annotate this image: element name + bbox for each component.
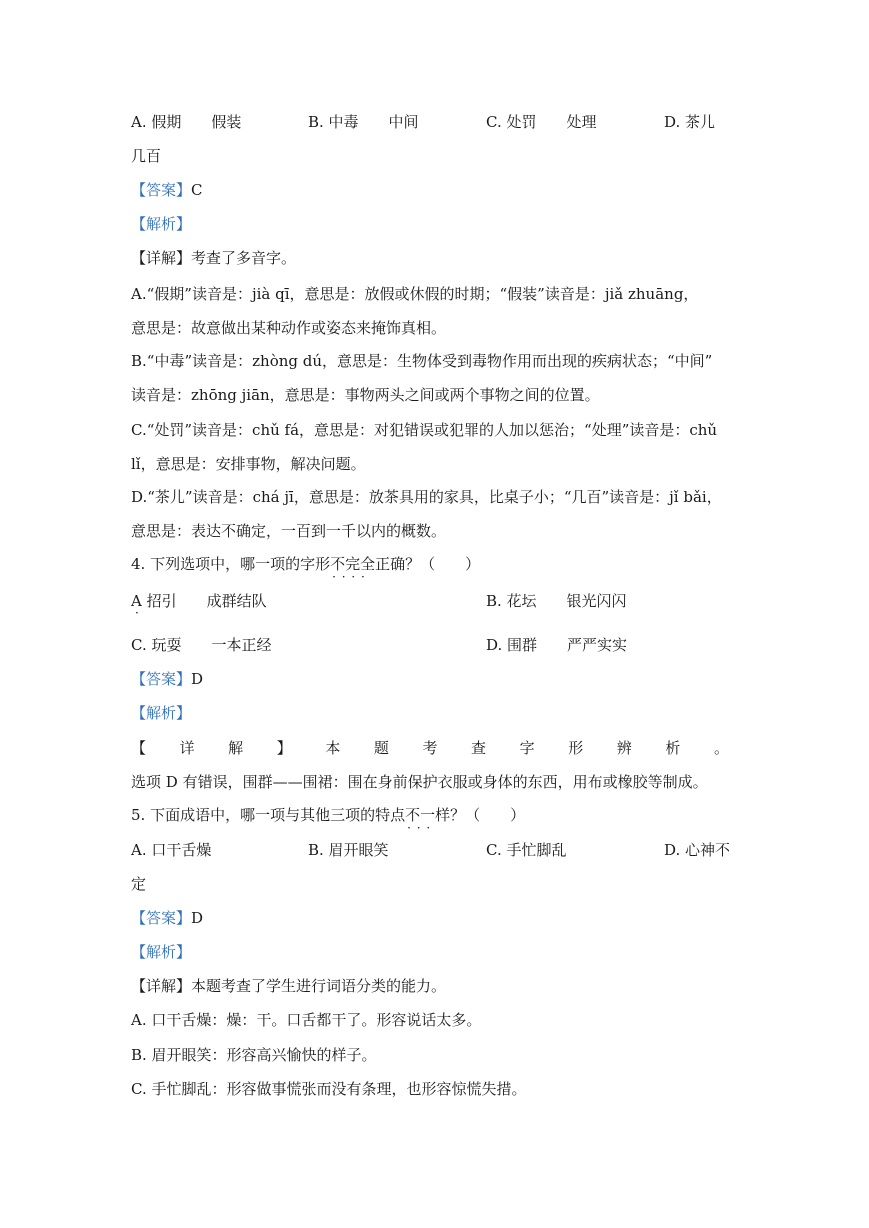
q3-answer [131,180,203,200]
q3-option-d: D. 茶儿 [664,113,716,131]
q3-detail-b2: 读音是：zhōng jiān，意思是：事物两头之间或两个事物之间的位置。 [131,386,600,404]
q4-option-a-text: 招引 成群结队 [141,592,267,610]
q3-detail-d2: 意思是：表达不确定，一百到一千以内的概数。 [131,522,447,540]
spread-char: 考 [422,739,438,757]
answer-tag: 【答案】 [131,181,192,199]
q5-detail-intro: 【详解】本题考查了学生进行词语分类的能力。 [131,977,447,995]
spread-char: 辨 [616,739,632,757]
q5-stem-pre: 5. 下面成语中，哪一项与其他三项的特点 [131,806,406,824]
spread-char: 。 [713,739,729,757]
q5-option-d: D. 心神不 [664,841,731,859]
q4-stem-post: ？（ ） [405,555,481,573]
q5-option-c: C. 手忙脚乱 [486,841,567,859]
q3-option-d-wrap: 几百 [131,147,162,165]
q4-stem-emphasis: 不完全正确 · · · · [330,554,405,574]
q3-detail-d1: D.“茶儿”读音是：chá jī，意思是：放茶具用的家具，比桌子小；“几百”读音是：jǐ bǎi， [131,488,722,506]
q4-stem [131,554,480,574]
q5-stem-emphasis: 不一样 · · · [405,805,450,825]
answer-value: D [191,909,204,927]
q3-option-c: C. 处罚 处理 [486,113,597,131]
spread-char: 字 [519,739,535,757]
q5-detail-a: A. 口干舌燥：燥：干。口舌都干了。形容说话太多。 [131,1011,482,1029]
q3-detail-a1: A.“假期”读音是：jià qī，意思是：放假或休假的时期；“假装”读音是：jiǎ zhuāng， [131,285,699,303]
q3-detail-b1: B.“中毒”读音是：zhòng dú，意思是：生物体受到毒物作用而出现的疾病状态；“中间” [131,352,713,370]
q3-option-b: B. 中毒 中间 [308,113,419,131]
q3-detail-a2: 意思是：故意做出某种动作或姿态来掩饰真相。 [131,319,447,337]
q3-detail-intro: 【详解】考查了多音字。 [131,249,297,267]
spread-char: 本 [325,739,341,757]
answer-tag: 【答案】 [131,670,192,688]
q4-analysis-tag: 【解析】 [131,704,192,722]
q4-option-c: C. 玩耍 一本正经 [131,636,272,654]
q4-detail-line2: 选项 D 有错误，围群——围裙：围在身前保护衣服或身体的东西，用布或橡胶等制成。 [131,773,708,791]
q5-option-a: A. 口干舌燥 [131,841,212,859]
answer-value: C [191,181,203,199]
q3-analysis-tag: 【解析】 [131,215,192,233]
q5-answer [131,908,203,928]
answer-value: D [191,670,204,688]
q5-analysis-tag: 【解析】 [131,943,192,961]
spread-char: 【 [131,739,147,757]
q4-option-a [131,591,267,611]
q5-option-b: B. 眉开眼笑 [308,841,389,859]
q3-option-a: A. 假期 假装 [131,113,242,131]
answer-tag: 【答案】 [131,909,192,927]
q5-detail-b: B. 眉开眼笑：形容高兴愉快的样子。 [131,1046,377,1064]
spread-char: 查 [471,739,487,757]
q3-detail-c1: C.“处罚”读音是：chǔ fá，意思是：对犯错误或犯罪的人加以惩治；“处理”读音是：chǔ [131,421,718,439]
q4-detail-spread [131,738,729,758]
q5-stem [131,805,525,825]
spread-char: 解 [228,739,244,757]
q4-option-d: D. 围群 严严实实 [486,636,628,654]
q5-option-d-wrap: 定 [131,875,147,893]
q5-detail-c: C. 手忙脚乱：形容做事慌张而没有条理，也形容惊慌失措。 [131,1080,527,1098]
spread-char: 题 [373,739,389,757]
q4-option-a-letter: A · [131,591,142,611]
spread-char: 】 [276,739,292,757]
q4-option-b: B. 花坛 银光闪闪 [486,592,627,610]
spread-char: 析 [665,739,681,757]
q4-stem-pre: 4. 下列选项中，哪一项的字形 [131,555,331,573]
q5-stem-post: ？（ ） [450,806,526,824]
spread-char: 详 [179,739,195,757]
q3-detail-c2: lǐ，意思是：安排事物，解决问题。 [131,455,366,473]
q4-answer [131,669,203,689]
spread-char: 形 [568,739,584,757]
